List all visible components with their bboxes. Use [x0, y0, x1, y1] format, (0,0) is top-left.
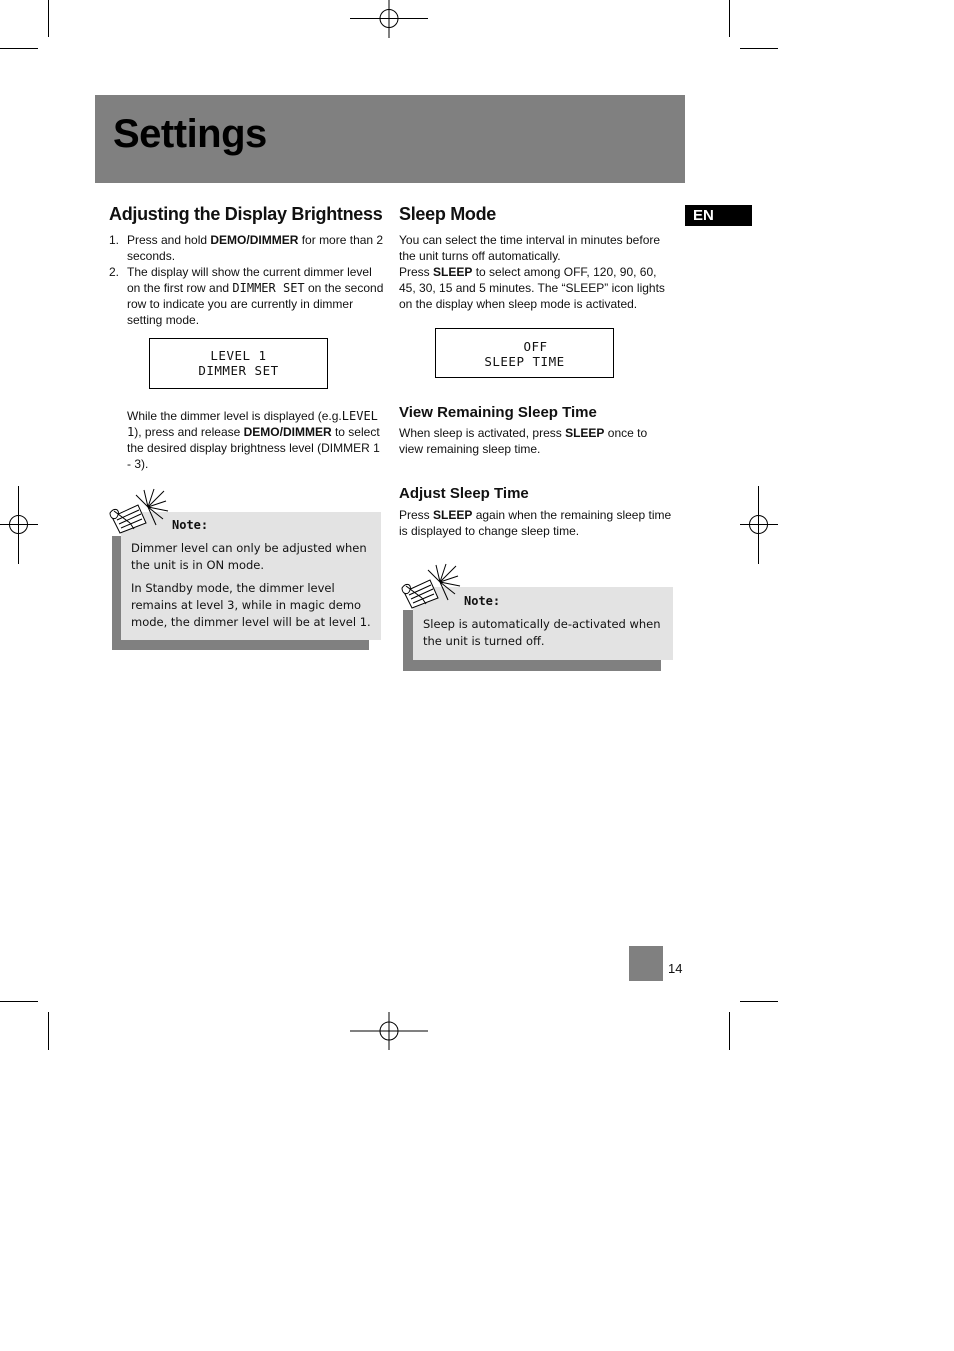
view-remaining-heading: View Remaining Sleep Time	[399, 404, 597, 421]
brightness-heading: Adjusting the Display Brightness	[109, 204, 383, 224]
lcd-line: SLEEP TIME	[484, 354, 565, 369]
note-pen-icon	[400, 562, 462, 612]
crop-mark	[740, 1001, 778, 1002]
view-remaining-text: When sleep is activated, press SLEEP once to view remaining sleep time.	[399, 426, 648, 456]
crop-mark	[0, 48, 38, 49]
crop-mark	[740, 48, 778, 49]
adjust-sleep-heading: Adjust Sleep Time	[399, 485, 529, 502]
note-label: Note:	[172, 518, 209, 532]
crop-mark	[48, 0, 49, 37]
sleep-heading: Sleep Mode	[399, 204, 497, 224]
note-pen-icon	[108, 487, 170, 537]
page-number-tab	[629, 946, 663, 981]
registration-mark-icon	[350, 1012, 428, 1050]
page-number: 14	[668, 961, 683, 976]
note-text: Dimmer level can only be adjusted when the unit is in ON mode. In Standby mode, the dimmer level remains at level 3, while in magic demo mode, the dimmer level will be at level 1.	[131, 541, 371, 629]
note-text: Sleep is automatically de-activated when the unit is turned off.	[423, 617, 661, 648]
crop-mark	[0, 1001, 38, 1002]
brightness-steps	[109, 232, 384, 328]
brightness-followup: While the dimmer level is displayed (e.g.LEVEL 1), press and release DEMO/DIMMER to select the desired display brightness level (DIMMER 1 - 3).	[127, 409, 380, 471]
lcd-display-sleep	[435, 328, 614, 378]
crop-mark	[48, 1012, 49, 1050]
registration-mark-icon	[740, 486, 778, 564]
crop-mark	[729, 0, 730, 37]
lcd-line: DIMMER SET	[198, 363, 279, 378]
lcd-display-dimmer	[149, 338, 328, 389]
adjust-sleep-text: Press SLEEP again when the remaining sleep time is displayed to change sleep time.	[399, 508, 672, 538]
registration-mark-icon	[350, 0, 428, 38]
registration-mark-icon	[0, 486, 38, 564]
list-item: 2. The display will show the current dimmer level on the first row and DIMMER SET on the second row to indicate you are currently in dimmer setting mode.	[109, 265, 384, 327]
note-label: Note:	[464, 594, 501, 608]
list-item: 1. Press and hold DEMO/DIMMER for more than 2 seconds.	[109, 233, 384, 263]
lcd-line: OFF	[523, 339, 548, 354]
lcd-line: LEVEL 1	[210, 348, 267, 363]
language-tab: EN	[685, 205, 752, 226]
sleep-intro: You can select the time interval in minutes before the unit turns off automatically. Press SLEEP to select among OFF, 120, 90, 60, 45, 30, 15 and 5 minutes. The “SLEEP” icon lights on the display when sleep mode is activated.	[399, 233, 665, 311]
crop-mark	[729, 1012, 730, 1050]
page-title: Settings	[113, 112, 267, 156]
